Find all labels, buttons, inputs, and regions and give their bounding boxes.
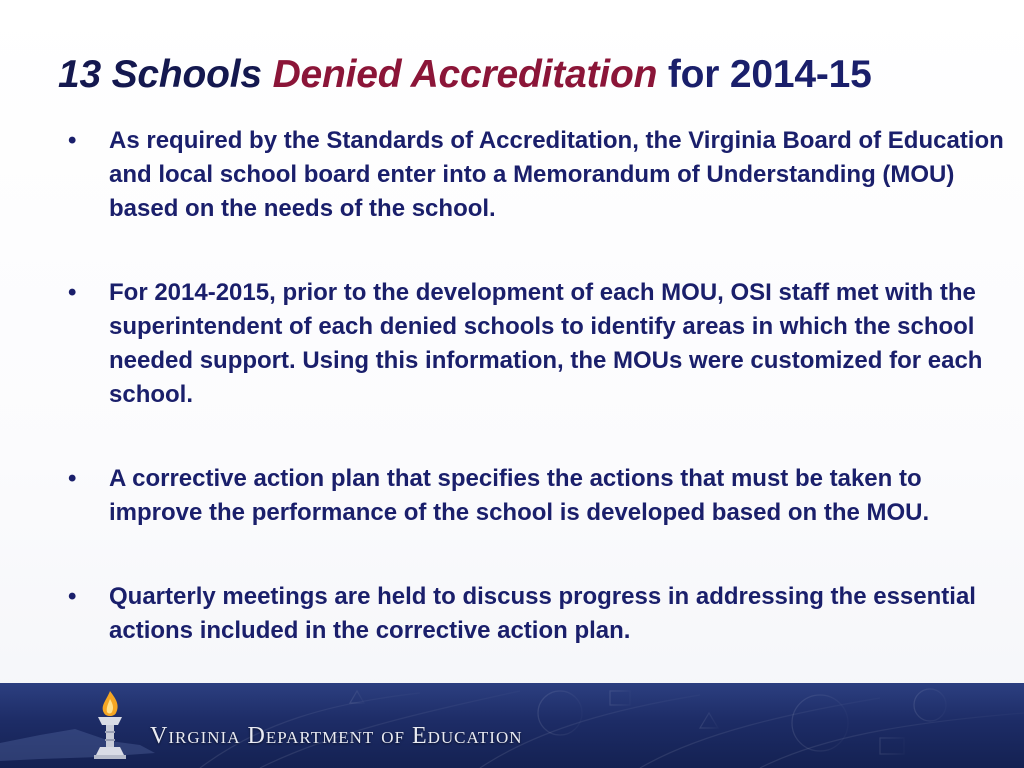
bullet-marker: • — [68, 583, 77, 610]
bullet-text: Quarterly meetings are held to discuss progress in addressing the essential actions included in the corrective action plan. — [109, 583, 976, 644]
torch-icon — [86, 689, 134, 763]
bullet-marker: • — [68, 127, 77, 154]
bullet-item-3 — [68, 462, 1013, 530]
bullet-text: As required by the Standards of Accreditation, the Virginia Board of Education and local school board enter into a Memorandum of Understanding (MOU) based on the needs of the school. — [109, 127, 1004, 222]
bullet-item-2 — [68, 276, 1013, 412]
slide-title — [58, 50, 872, 100]
bullet-marker: • — [68, 279, 77, 306]
bullet-item-1 — [68, 124, 1013, 226]
bullet-text: For 2014-2015, prior to the development of each MOU, OSI staff met with the superintendent of each denied schools to identify areas in which the school needed support. Using this information, the MOUs were customized for each school. — [109, 279, 983, 408]
bullet-item-4 — [68, 580, 1013, 648]
title-part-count: 13 Schools — [58, 53, 262, 96]
footer-org-name: Virginia Department of Education — [150, 723, 523, 749]
bullet-marker: • — [68, 465, 77, 492]
title-part-year: for 2014-15 — [667, 53, 872, 96]
bullet-list — [68, 124, 1013, 648]
title-part-status: Denied Accreditation — [272, 53, 658, 96]
footer-banner — [0, 683, 1024, 768]
bullet-text: A corrective action plan that specifies the actions that must be taken to improve the performance of the school is developed based on the MOU. — [109, 465, 930, 526]
